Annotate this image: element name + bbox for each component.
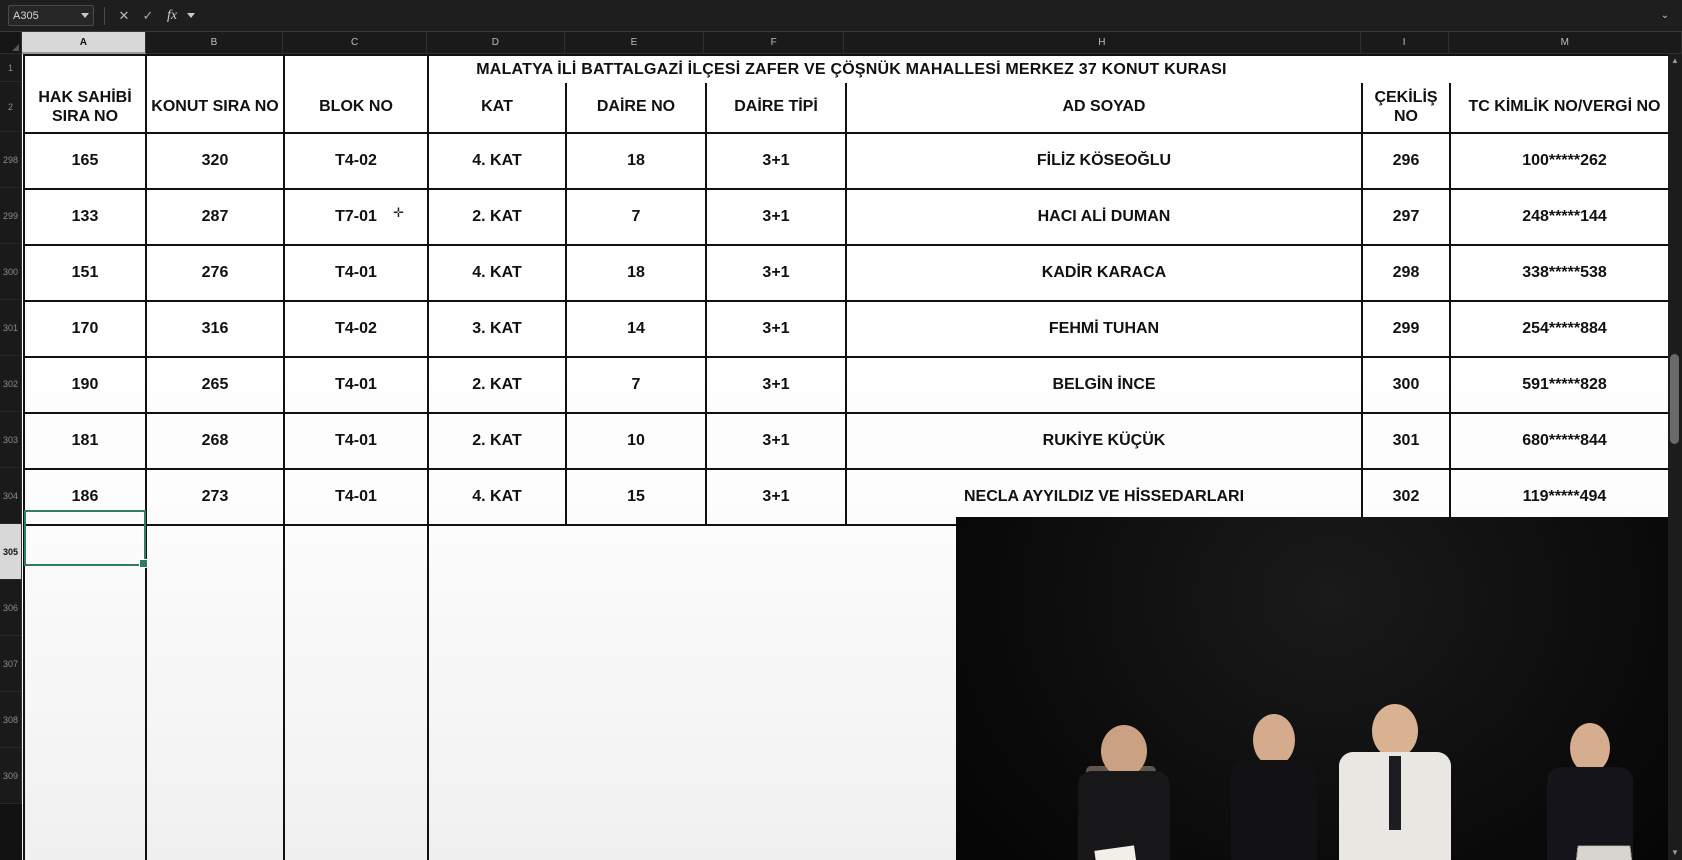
cell-daire-no[interactable]: 18 [566, 245, 706, 301]
chevron-down-icon[interactable] [81, 13, 89, 18]
page-title: MALATYA İLİ BATTALGAZİ İLÇESİ ZAFER VE ÇÖŞNÜK MAHALLESİ MERKEZ 37 KONUT KURASI [24, 55, 1679, 83]
cell-hak-sahibi-sira-no[interactable]: 165 [24, 133, 146, 189]
cell-blok-no[interactable]: T4-02 [284, 301, 428, 357]
cell-ad-soyad[interactable]: FEHMİ TUHAN [846, 301, 1362, 357]
name-box[interactable] [8, 5, 94, 26]
kura-table [23, 54, 1680, 526]
cell-blok-no[interactable]: T4-01 [284, 357, 428, 413]
column-label-ad-soyad: AD SOYAD [846, 83, 1362, 133]
cell-cekilis-no[interactable]: 302 [1362, 469, 1450, 525]
row-header-298[interactable]: 298 [0, 132, 22, 188]
cell-konut-sira-no[interactable]: 287 [146, 189, 284, 245]
video-stage [956, 517, 1682, 860]
cell-daire-no[interactable]: 14 [566, 301, 706, 357]
row-header-301[interactable]: 301 [0, 300, 22, 356]
cell-ad-soyad[interactable]: NECLA AYYILDIZ VE HİSSEDARLARI [846, 469, 1362, 525]
expand-formula-bar-icon[interactable]: ⌄ [1660, 10, 1670, 21]
cell-hak-sahibi-sira-no[interactable]: 133 [24, 189, 146, 245]
cell-tc-kimlik[interactable]: 119*****494 [1450, 469, 1679, 525]
column-label-daire-tipi: DAİRE TİPİ [706, 83, 846, 133]
cell-kat[interactable]: 4. KAT [428, 469, 566, 525]
cell-ad-soyad[interactable]: HACI ALİ DUMAN [846, 189, 1362, 245]
row-header-308[interactable]: 308 [0, 692, 22, 748]
scroll-up-icon[interactable]: ▲ [1671, 56, 1679, 65]
cell-daire-tipi[interactable]: 3+1 [706, 245, 846, 301]
cell-daire-tipi[interactable]: 3+1 [706, 301, 846, 357]
column-header-C[interactable]: C [283, 32, 427, 54]
cell-daire-tipi[interactable]: 3+1 [706, 133, 846, 189]
table-row[interactable] [24, 357, 1679, 413]
column-label-tc-kimlik-no: TC KİMLİK NO/VERGİ NO [1450, 83, 1679, 133]
table-row[interactable] [24, 413, 1679, 469]
cell-cekilis-no[interactable]: 299 [1362, 301, 1450, 357]
cell-daire-no[interactable]: 7 [566, 189, 706, 245]
table-row[interactable] [24, 189, 1679, 245]
row-header-302[interactable]: 302 [0, 356, 22, 412]
panelist-head [1101, 725, 1147, 777]
column-header-D[interactable]: D [427, 32, 565, 54]
cell-hak-sahibi-sira-no[interactable]: 186 [24, 469, 146, 525]
cell-daire-no[interactable]: 18 [566, 133, 706, 189]
cell-daire-no[interactable]: 7 [566, 357, 706, 413]
live-ceremony-video[interactable] [956, 517, 1682, 860]
cell-cekilis-no[interactable]: 300 [1362, 357, 1450, 413]
panelist-3 [1336, 704, 1454, 860]
cell-konut-sira-no[interactable]: 320 [146, 133, 284, 189]
table-header-row [24, 83, 1679, 133]
column-header-B[interactable]: B [146, 32, 284, 54]
cell-daire-tipi[interactable]: 3+1 [706, 189, 846, 245]
panelist-torso [1231, 760, 1317, 860]
divider [104, 7, 105, 25]
column-label-konut-sira-no: KONUT SIRA NO [146, 83, 284, 133]
cell-konut-sira-no[interactable]: 316 [146, 301, 284, 357]
cell-konut-sira-no[interactable]: 265 [146, 357, 284, 413]
necktie [1389, 756, 1401, 830]
worksheet-area[interactable] [22, 54, 1682, 860]
cell-kat[interactable]: 3. KAT [428, 301, 566, 357]
row-header-303[interactable]: 303 [0, 412, 22, 468]
row-header-304[interactable]: 304 [0, 468, 22, 524]
column-header-E[interactable]: E [565, 32, 705, 54]
column-label-kat: KAT [428, 83, 566, 133]
panelist-1 [1076, 719, 1172, 860]
panelist-head [1253, 714, 1295, 766]
cell-tc-kimlik[interactable]: 338*****538 [1450, 245, 1679, 301]
confirm-icon[interactable]: ✓ [142, 7, 154, 23]
active-cell-selection[interactable] [24, 510, 146, 566]
cell-konut-sira-no[interactable]: 276 [146, 245, 284, 301]
cell-blok-no[interactable]: T4-01 [284, 413, 428, 469]
panelist-4 [1544, 719, 1636, 860]
vertical-scrollbar[interactable] [1668, 54, 1682, 860]
row-header-306[interactable]: 306 [0, 580, 22, 636]
row-header-1[interactable]: 1 [0, 54, 22, 82]
cell-tc-kimlik[interactable]: 248*****144 [1450, 189, 1679, 245]
fx-icon[interactable]: fx [166, 7, 178, 23]
column-header-M[interactable]: M [1449, 32, 1682, 54]
row-header-305[interactable]: 305 [0, 524, 22, 580]
table-row[interactable] [24, 133, 1679, 189]
column-header-H[interactable]: H [844, 32, 1361, 54]
cell-ad-soyad[interactable]: RUKİYE KÜÇÜK [846, 413, 1362, 469]
name-box-value: A305 [13, 9, 39, 22]
formula-bar [0, 0, 1682, 32]
cell-hak-sahibi-sira-no[interactable]: 151 [24, 245, 146, 301]
row-header-307[interactable]: 307 [0, 636, 22, 692]
panelist-head [1372, 704, 1418, 758]
cell-kat[interactable]: 4. KAT [428, 245, 566, 301]
row-header-column [0, 54, 22, 860]
cell-cekilis-no[interactable]: 296 [1362, 133, 1450, 189]
cell-blok-no[interactable]: T7-01 [284, 189, 428, 245]
select-all-corner[interactable] [0, 32, 22, 54]
table-title-row [24, 55, 1679, 83]
grid-line-a-b [145, 54, 147, 860]
cell-tc-kimlik[interactable]: 591*****828 [1450, 357, 1679, 413]
column-label-cekilis-no: ÇEKİLİŞ NO [1362, 83, 1450, 133]
cell-kat[interactable]: 2. KAT [428, 189, 566, 245]
cancel-icon[interactable]: ✕ [118, 7, 130, 23]
column-label-blok-no: BLOK NO [284, 83, 428, 133]
cell-daire-tipi[interactable]: 3+1 [706, 357, 846, 413]
grid-line-b-c [283, 54, 285, 860]
laptop [1574, 845, 1634, 860]
cell-cekilis-no[interactable]: 298 [1362, 245, 1450, 301]
cell-blok-no[interactable]: T4-01 [284, 469, 428, 525]
cell-konut-sira-no[interactable]: 268 [146, 413, 284, 469]
cell-daire-tipi[interactable]: 3+1 [706, 469, 846, 525]
row-header-309[interactable]: 309 [0, 748, 22, 804]
cell-kat[interactable]: 4. KAT [428, 133, 566, 189]
cell-ad-soyad[interactable]: BELGİN İNCE [846, 357, 1362, 413]
formula-input[interactable] [201, 5, 1650, 27]
cell-kat[interactable]: 2. KAT [428, 413, 566, 469]
cell-blok-no[interactable]: T4-02 [284, 133, 428, 189]
column-label-daire-no: DAİRE NO [566, 83, 706, 133]
cell-konut-sira-no[interactable]: 273 [146, 469, 284, 525]
column-label-hak-sahibi-sira-no: HAK SAHİBİ SIRA NO [24, 83, 146, 133]
cell-daire-tipi[interactable]: 3+1 [706, 413, 846, 469]
scrollbar-thumb[interactable] [1670, 354, 1679, 444]
scroll-down-icon[interactable]: ▼ [1671, 848, 1679, 857]
cell-tc-kimlik[interactable]: 100*****262 [1450, 133, 1679, 189]
panelist-head [1570, 723, 1610, 773]
cell-daire-no[interactable]: 10 [566, 413, 706, 469]
cell-tc-kimlik[interactable]: 680*****844 [1450, 413, 1679, 469]
row-header-299[interactable]: 299 [0, 188, 22, 244]
row-header-300[interactable]: 300 [0, 244, 22, 300]
column-header-A[interactable]: A [22, 32, 146, 54]
table-row[interactable] [24, 245, 1679, 301]
cell-ad-soyad[interactable]: KADİR KARACA [846, 245, 1362, 301]
column-header-I[interactable]: I [1361, 32, 1449, 54]
cell-daire-no[interactable]: 15 [566, 469, 706, 525]
cell-ad-soyad[interactable]: FİLİZ KÖSEOĞLU [846, 133, 1362, 189]
table-row[interactable] [24, 301, 1679, 357]
column-header-row [0, 32, 1682, 54]
formula-dropdown-icon[interactable] [187, 13, 195, 18]
cell-cekilis-no[interactable]: 301 [1362, 413, 1450, 469]
row-header-2[interactable]: 2 [0, 82, 22, 132]
cell-blok-no[interactable]: T4-01 [284, 245, 428, 301]
cell-kat[interactable]: 2. KAT [428, 357, 566, 413]
cell-hak-sahibi-sira-no[interactable]: 190 [24, 357, 146, 413]
cell-tc-kimlik[interactable]: 254*****884 [1450, 301, 1679, 357]
cell-hak-sahibi-sira-no[interactable]: 181 [24, 413, 146, 469]
grid-line-c-d [427, 54, 429, 860]
cell-hak-sahibi-sira-no[interactable]: 170 [24, 301, 146, 357]
column-header-F[interactable]: F [704, 32, 844, 54]
grid-line-left [23, 54, 25, 860]
panelist-2 [1228, 714, 1320, 860]
mouse-cursor: ✛ [393, 205, 404, 220]
cell-cekilis-no[interactable]: 297 [1362, 189, 1450, 245]
